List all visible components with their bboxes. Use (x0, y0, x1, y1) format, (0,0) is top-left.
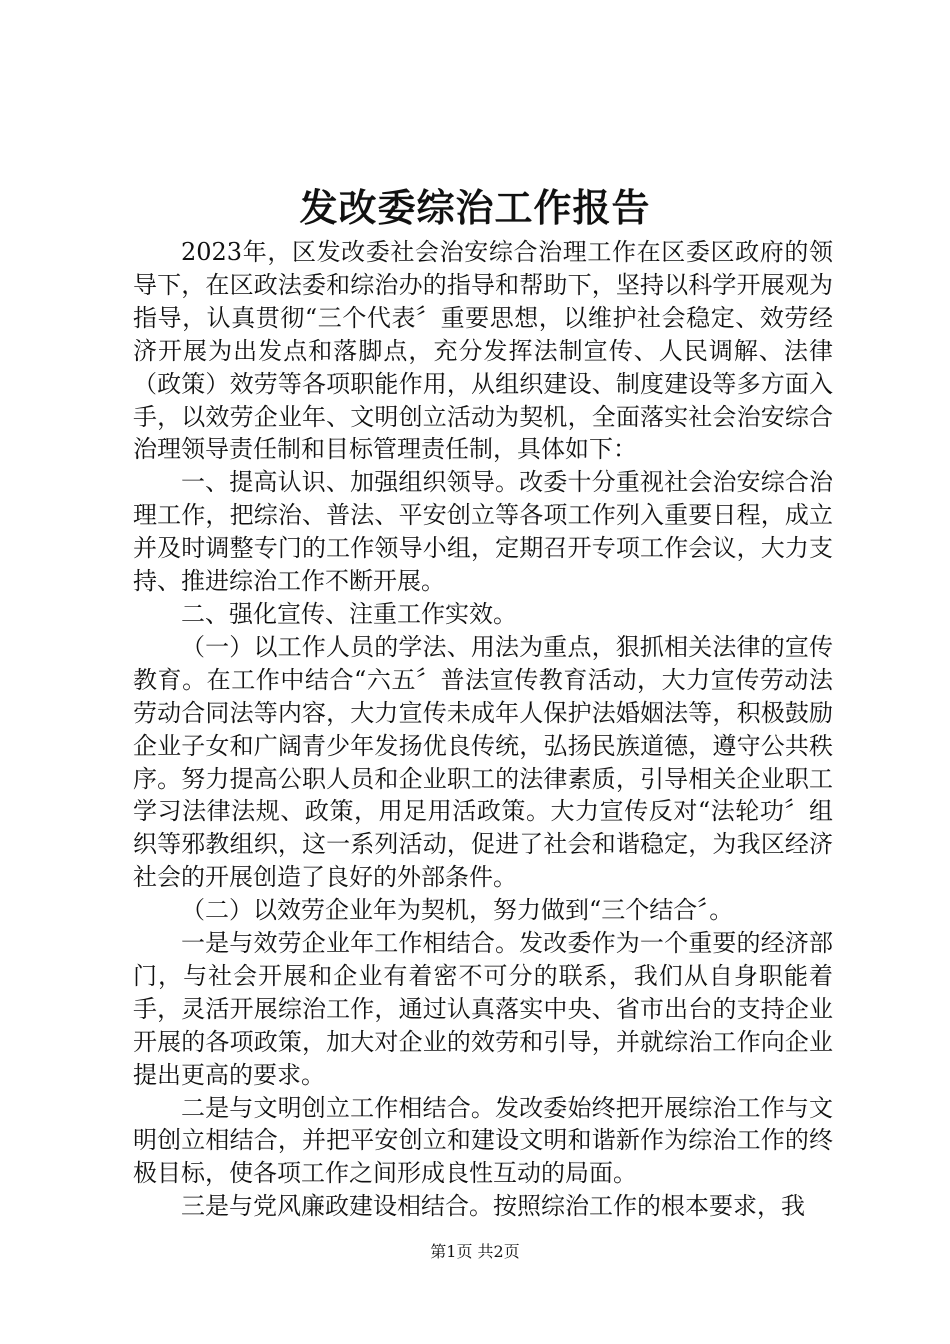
page-number-footer: 第1页 共2页 (430, 1242, 520, 1261)
document-title: 发改委综治工作报告 (299, 185, 651, 230)
paragraph-combination-2: 二是与文明创立工作相结合。发改委始终把开展综治工作与文明创立相结合，并把平安创立和建设文明和谐新作为综治工作的终极目标，使各项工作之间形成良性互动的局面。 (133, 1093, 833, 1188)
paragraph-combination-1: 一是与效劳企业年工作相结合。发改委作为一个重要的经济部门，与社会开展和企业有着密不可分的联系，我们从自身职能着手，灵活开展综治工作，通过认真落实中央、省市出台的支持企业开展的各项政策，加大对企业的效劳和引导，并就综治工作向企业提出更高的要求。 (133, 929, 833, 1089)
document-body (133, 236, 833, 1223)
paragraph-section-2-heading: 二、强化宣传、注重工作实效。 (181, 599, 517, 628)
paragraph-subsection-2-heading: （二）以效劳企业年为契机，努力做到“三个结合〞。 (181, 896, 734, 925)
paragraph-section-1: 一、提高认识、加强组织领导。改委十分重视社会治安综合治理工作，把综治、普法、平安创立等各项工作列入重要日程，成立并及时调整专门的工作领导小组，定期召开专项工作会议，大力支持、推进综治工作不断开展。 (133, 468, 833, 596)
paragraph-combination-3: 三是与党风廉政建设相结合。按照综治工作的根本要求，我 (181, 1192, 805, 1221)
paragraph-subsection-1: （一）以工作人员的学法、用法为重点，狠抓相关法律的宣传教育。在工作中结合“六五〞普法宣传教育活动，大力宣传劳动法劳动合同法等内容，大力宣传未成年人保护法婚姻法等，积极鼓励企业子女和广阔青少年发扬优良传统，弘扬民族道德，遵守公共秩序。努力提高公职人员和企业职工的法律素质，引导相关企业职工学习法律法规、政策，用足用活政策。大力宣传反对“法轮功〞组织等邪教组织，这一系列活动，促进了社会和谐稳定，为我区经济社会的开展创造了良好的外部条件。 (133, 632, 833, 892)
paragraph-intro: 2023年，区发改委社会治安综合治理工作在区委区政府的领导下，在区政法委和综治办的指导和帮助下，坚持以科学开展观为指导，认真贯彻“三个代表〞重要思想，以维护社会稳定、效劳经济开展为出发点和落脚点，充分发挥法制宣传、人民调解、法律（政策）效劳等各项职能作用，从组织建设、制度建设等多方面入手，以效劳企业年、文明创立活动为契机，全面落实社会治安综合治理领导责任制和目标管理责任制，具体如下： (133, 238, 833, 464)
